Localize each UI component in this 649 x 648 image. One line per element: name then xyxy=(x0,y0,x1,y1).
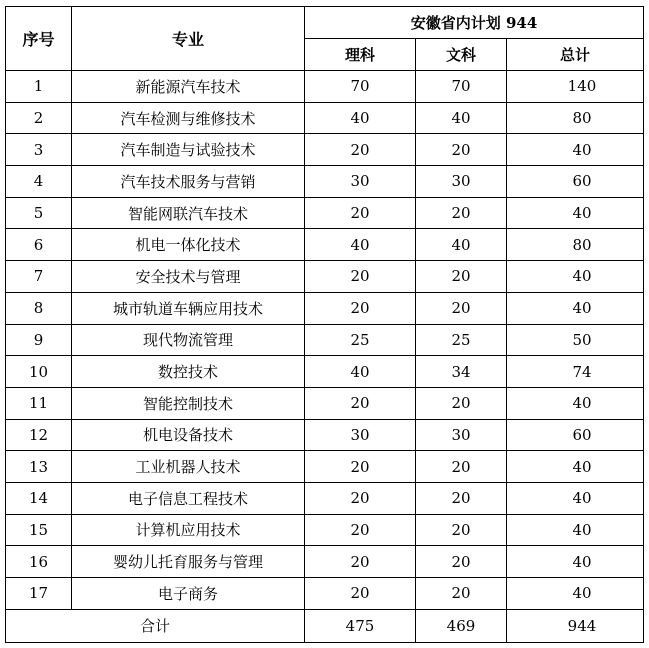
arts-header: 文科 xyxy=(416,39,507,71)
row-total: 40 xyxy=(507,197,644,229)
row-index: 3 xyxy=(6,134,72,166)
row-arts: 70 xyxy=(416,71,507,103)
row-major: 电子信息工程技术 xyxy=(72,482,305,514)
row-total: 40 xyxy=(507,292,644,324)
enrollment-plan-table xyxy=(5,6,644,643)
row-arts: 20 xyxy=(416,578,507,610)
row-total: 80 xyxy=(507,229,644,261)
row-arts: 20 xyxy=(416,292,507,324)
row-index: 4 xyxy=(6,166,72,198)
row-science: 20 xyxy=(305,451,416,483)
row-major: 电子商务 xyxy=(72,578,305,610)
table-row xyxy=(6,71,644,103)
row-major: 数控技术 xyxy=(72,356,305,388)
summary-label: 合计 xyxy=(6,609,305,642)
table-row xyxy=(6,134,644,166)
row-total: 40 xyxy=(507,514,644,546)
row-major: 婴幼儿托育服务与管理 xyxy=(72,546,305,578)
row-science: 30 xyxy=(305,166,416,198)
row-index: 13 xyxy=(6,451,72,483)
row-science: 40 xyxy=(305,229,416,261)
summary-total: 944 xyxy=(507,609,644,642)
table-row xyxy=(6,166,644,198)
row-science: 70 xyxy=(305,71,416,103)
row-index: 7 xyxy=(6,261,72,293)
row-arts: 20 xyxy=(416,387,507,419)
table-row xyxy=(6,546,644,578)
row-total: 40 xyxy=(507,482,644,514)
row-major: 汽车技术服务与营销 xyxy=(72,166,305,198)
row-major: 计算机应用技术 xyxy=(72,514,305,546)
row-total: 40 xyxy=(507,451,644,483)
row-science: 25 xyxy=(305,324,416,356)
index-header: 序号 xyxy=(6,7,72,71)
row-arts: 30 xyxy=(416,419,507,451)
summary-row xyxy=(6,609,644,642)
plan-title-header: 安徽省内计划 944 xyxy=(305,7,644,39)
row-major: 安全技术与管理 xyxy=(72,261,305,293)
row-total: 80 xyxy=(507,102,644,134)
row-arts: 20 xyxy=(416,546,507,578)
row-index: 14 xyxy=(6,482,72,514)
row-arts: 30 xyxy=(416,166,507,198)
table-row xyxy=(6,292,644,324)
table-row xyxy=(6,102,644,134)
row-index: 1 xyxy=(6,71,72,103)
row-arts: 20 xyxy=(416,482,507,514)
header-row-top xyxy=(6,7,644,39)
row-total: 40 xyxy=(507,387,644,419)
row-arts: 20 xyxy=(416,514,507,546)
row-science: 20 xyxy=(305,292,416,324)
table-row xyxy=(6,197,644,229)
row-index: 11 xyxy=(6,387,72,419)
row-index: 10 xyxy=(6,356,72,388)
row-total: 40 xyxy=(507,546,644,578)
row-index: 5 xyxy=(6,197,72,229)
row-total: 60 xyxy=(507,419,644,451)
row-science: 30 xyxy=(305,419,416,451)
table-row xyxy=(6,578,644,610)
row-total: 74 xyxy=(507,356,644,388)
row-major: 智能控制技术 xyxy=(72,387,305,419)
row-science: 20 xyxy=(305,546,416,578)
row-science: 20 xyxy=(305,197,416,229)
row-arts: 20 xyxy=(416,134,507,166)
row-total: 60 xyxy=(507,166,644,198)
row-science: 20 xyxy=(305,514,416,546)
row-total: 40 xyxy=(507,578,644,610)
row-index: 17 xyxy=(6,578,72,610)
row-major: 新能源汽车技术 xyxy=(72,71,305,103)
row-science: 20 xyxy=(305,387,416,419)
table-row xyxy=(6,387,644,419)
row-science: 40 xyxy=(305,356,416,388)
row-science: 40 xyxy=(305,102,416,134)
row-science: 20 xyxy=(305,578,416,610)
row-arts: 40 xyxy=(416,102,507,134)
row-science: 20 xyxy=(305,261,416,293)
row-arts: 20 xyxy=(416,451,507,483)
row-index: 12 xyxy=(6,419,72,451)
row-arts: 20 xyxy=(416,261,507,293)
row-major: 汽车检测与维修技术 xyxy=(72,102,305,134)
table-row xyxy=(6,229,644,261)
table-row xyxy=(6,356,644,388)
row-major: 城市轨道车辆应用技术 xyxy=(72,292,305,324)
row-total: 140 xyxy=(507,71,644,103)
summary-arts: 469 xyxy=(416,609,507,642)
row-index: 9 xyxy=(6,324,72,356)
row-index: 15 xyxy=(6,514,72,546)
row-science: 20 xyxy=(305,134,416,166)
row-major: 工业机器人技术 xyxy=(72,451,305,483)
total-header: 总计 xyxy=(507,39,644,71)
row-index: 6 xyxy=(6,229,72,261)
row-index: 8 xyxy=(6,292,72,324)
row-index: 2 xyxy=(6,102,72,134)
row-total: 40 xyxy=(507,134,644,166)
row-total: 50 xyxy=(507,324,644,356)
table-row xyxy=(6,482,644,514)
row-major: 智能网联汽车技术 xyxy=(72,197,305,229)
table-row xyxy=(6,261,644,293)
row-major: 机电一体化技术 xyxy=(72,229,305,261)
row-arts: 34 xyxy=(416,356,507,388)
table-row xyxy=(6,514,644,546)
row-major: 现代物流管理 xyxy=(72,324,305,356)
summary-science: 475 xyxy=(305,609,416,642)
row-major: 汽车制造与试验技术 xyxy=(72,134,305,166)
science-header: 理科 xyxy=(305,39,416,71)
row-science: 20 xyxy=(305,482,416,514)
row-index: 16 xyxy=(6,546,72,578)
row-total: 40 xyxy=(507,261,644,293)
table-row xyxy=(6,451,644,483)
table-row xyxy=(6,324,644,356)
table-row xyxy=(6,419,644,451)
major-header: 专业 xyxy=(72,7,305,71)
row-arts: 20 xyxy=(416,197,507,229)
row-arts: 40 xyxy=(416,229,507,261)
row-major: 机电设备技术 xyxy=(72,419,305,451)
row-arts: 25 xyxy=(416,324,507,356)
